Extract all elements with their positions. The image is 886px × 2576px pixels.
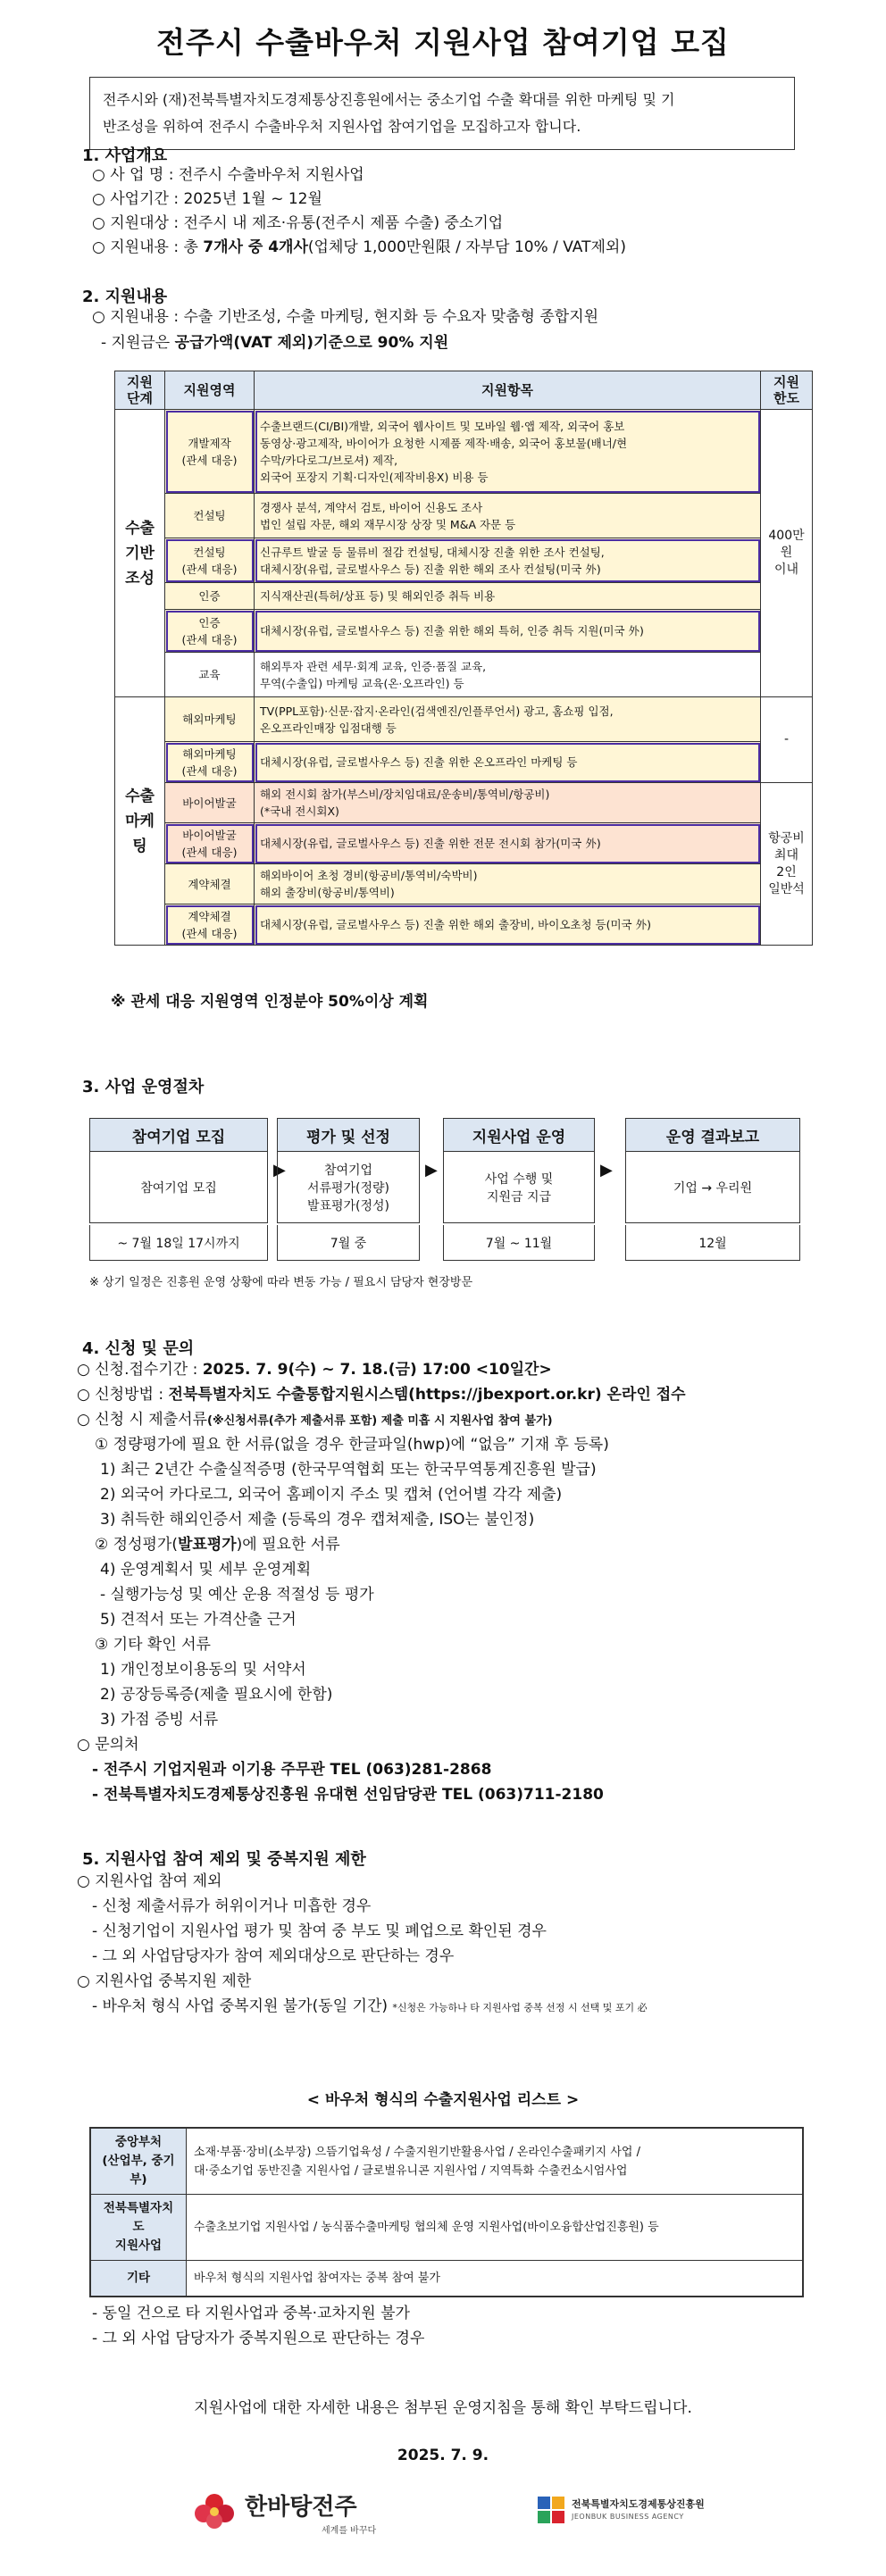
section-5-heading: 5. 지원사업 참여 제외 및 중복지원 제한	[82, 1850, 366, 1869]
support-table	[114, 371, 813, 946]
apply-text: ○ 신청.접수기간 :	[77, 1361, 203, 1379]
apply-line: ○ 문의처	[77, 1736, 139, 1754]
voucher-category: 중앙부처 (산업부, 중기부)	[90, 2128, 187, 2195]
jeonju-logo-text: 한바탕전주	[245, 2494, 357, 2521]
process-step	[277, 1118, 420, 1223]
area-cell: 해외마케팅 (관세 대응)	[165, 742, 255, 783]
voucher-programs: 바우처 형식의 지원사업 참여자는 중복 참여 불가	[187, 2261, 804, 2297]
apply-line: - 실행가능성 및 예산 운용 적절성 등 평가	[100, 1586, 374, 1604]
apply-line: 1) 최근 2년간 수출실적증명 (한국무역협회 또는 한국무역통계진흥원 발급)	[100, 1461, 597, 1479]
agency-logo-text: 전북특별자치도경제통상진흥원	[572, 2498, 705, 2510]
jeonju-logo	[188, 2478, 393, 2549]
exclusion-line: - 그 외 사업담당자가 참여 제외대상으로 판단하는 경우	[92, 1947, 455, 1965]
area-cell: 인증 (관세 대응)	[165, 610, 255, 653]
area-cell: 계약체결 (관세 대응)	[165, 905, 255, 946]
process-step-date: 12월	[625, 1225, 800, 1261]
apply-line: 3) 가점 증빙 서류	[100, 1711, 219, 1729]
contact-line: - 전북특별자치도경제통상진흥원 유대현 선임담당관 TEL (063)711-2180	[92, 1786, 604, 1804]
item-cell: 해외 전시회 참가(부스비/장치임대료/운송비/통역비/항공비) (*국내 전시회X)	[255, 783, 761, 823]
limit-cell: 400만원 이내	[761, 410, 813, 697]
limit-cell: -	[761, 697, 813, 783]
apply-line: 5) 견적서 또는 가격산출 근거	[100, 1611, 297, 1629]
exclusion-line: ○ 지원사업 중복지원 제한	[77, 1972, 252, 1990]
apply-line	[77, 1409, 553, 1432]
section-1-heading: 1. 사업개요	[82, 146, 168, 165]
apply-line: ③ 기타 확인 서류	[95, 1636, 211, 1654]
overview-line	[92, 237, 626, 258]
item-cell: 수출브랜드(CI/BI)개발, 외국어 웹사이트 및 모바일 웹·앱 제작, 외국어 홍보 동영상·광고제작, 바이어가 요청한 시제품 제작·배송, 외국어 홍보물(배너/현 수막/카다로그/브로셔) 제작, 외국어 포장지 기획·디자인(제작비용X) 비용 등	[255, 410, 761, 494]
process-step-body: 참여기업 모집	[140, 1180, 217, 1196]
process-step-body: 기업 → 우리원	[673, 1180, 753, 1196]
closing-text: 지원사업에 대한 자세한 내용은 첨부된 운영지침을 통해 확인 부탁드립니다.	[194, 2399, 692, 2417]
area-cell: 인증	[165, 583, 255, 610]
apply-line: 2) 공장등록증(제출 필요시에 한함)	[100, 1686, 333, 1704]
exclusion-line: - 그 외 사업 담당자가 중복지원으로 판단하는 경우	[92, 2330, 425, 2347]
apply-line: 4) 운영계획서 및 세부 운영계획	[100, 1561, 312, 1579]
process-step	[625, 1118, 800, 1223]
flower-icon	[188, 2485, 241, 2538]
stage-cell: 수출 마케팅	[115, 697, 165, 946]
item-cell: 대체시장(유럽, 글로벌사우스 등) 진출 위한 전문 전시회 참가(미국 外)	[255, 823, 761, 864]
apply-emphasis: 발표평가	[177, 1536, 237, 1554]
item-cell: 지식재산권(특허/상표 등) 및 해외인증 취득 비용	[255, 583, 761, 610]
apply-line	[77, 1359, 552, 1380]
limit-cell: 항공비 최대 2인 일반석	[761, 783, 813, 946]
process-step-title: 지원사업 운영	[444, 1119, 594, 1152]
item-cell: 신규루트 발굴 등 물류비 절감 컨설팅, 대체시장 진출 위한 조사 컨설팅, 대체시장(유럽, 글로벌사우스 등) 진출 위한 해외 조사 컨설팅(미국 外)	[255, 538, 761, 583]
overview-text: ○ 지원내용 : 총	[92, 238, 204, 256]
apply-emphasis: 2025. 7. 9(수) ~ 7. 18.(금) 17:00 <10일간>	[202, 1361, 552, 1379]
area-cell: 개발제작 (관세 대응)	[165, 410, 255, 494]
intro-box	[89, 77, 795, 150]
apply-text: ○ 신청 시 제출서류	[77, 1411, 207, 1429]
apply-text: )에 필요한 서류	[236, 1536, 340, 1554]
table-note: ※ 관세 대응 지원영역 인정분야 50%이상 계획	[111, 993, 429, 1011]
overview-line: ○ 사 업 명 : 전주시 수출바우처 지원사업	[92, 166, 364, 184]
process-step-date: 7월 중	[277, 1225, 420, 1261]
section-3-heading: 3. 사업 운영절차	[82, 1078, 205, 1096]
overview-line: ○ 지원대상 : 전주시 내 제조·유통(전주시 제품 수출) 중소기업	[92, 214, 504, 232]
overview-emphasis: 7개사 중 4개사	[203, 238, 308, 256]
item-cell: TV(PPL포함)·신문·잡지·온라인(검색엔진/인플루언서) 광고, 홈쇼핑 입점, 온오프라인매장 입점대행 등	[255, 697, 761, 742]
arrow-icon: ▶	[600, 1161, 613, 1180]
process-step-title: 참여기업 모집	[90, 1119, 267, 1152]
schedule-note: ※ 상기 일정은 진흥원 운영 상황에 따라 변동 가능 / 필요시 담당자 현장방문	[89, 1276, 473, 1289]
agency-logo	[536, 2491, 768, 2536]
apply-line: 3) 취득한 해외인증서 제출 (등록의 경우 캡쳐제출, ISO는 불인정)	[100, 1511, 535, 1529]
item-cell: 경쟁사 분석, 계약서 검토, 바이어 신용도 조사 법인 설립 자문, 해외 재무시장 상장 및 M&A 자문 등	[255, 494, 761, 538]
area-cell: 바이어발굴 (관세 대응)	[165, 823, 255, 864]
overview-line: ○ 사업기간 : 2025년 1월 ~ 12월	[92, 190, 322, 208]
voucher-category: 전북특별자치도 지원사업	[90, 2195, 187, 2261]
apply-line: 2) 외국어 카다로그, 외국어 홈페이지 주소 및 캡쳐 (언어별 각각 제출)	[100, 1486, 563, 1504]
voucher-category: 기타	[90, 2261, 187, 2297]
apply-emphasis: 전북특별자치도 수출통합지원시스템(https://jbexport.or.kr) 온라인 접수	[168, 1386, 686, 1404]
table-header: 지원 단계	[115, 371, 165, 410]
jeonju-logo-sub: 세계를 바꾸다	[322, 2526, 377, 2536]
exclusion-line: ○ 지원사업 참여 제외	[77, 1872, 222, 1890]
agency-mark-icon	[536, 2495, 566, 2525]
exclusion-line: - 신청기업이 지원사업 평가 및 참여 중 부도 및 폐업으로 확인된 경우	[92, 1922, 547, 1940]
intro-line: 반조성을 위하여 전주시 수출바우처 지원사업 참여기업을 모집하고자 합니다.	[103, 118, 581, 135]
process-step-title: 운영 결과보고	[626, 1119, 799, 1152]
process-step-title: 평가 및 선정	[278, 1119, 419, 1152]
contact-line: - 전주시 기업지원과 이기용 주무관 TEL (063)281-2868	[92, 1761, 492, 1779]
apply-text: ○ 신청방법 :	[77, 1386, 169, 1404]
support-emphasis: 공급가액(VAT 제외)기준으로 90% 지원	[174, 334, 449, 352]
process-step-body: 사업 수행 및 지원금 지급	[484, 1171, 554, 1205]
voucher-programs: 수출초보기업 지원사업 / 농식품수출마케팅 협의체 운영 지원사업(바이오융합산업진흥원) 등	[187, 2195, 804, 2261]
process-step-date: ~ 7월 18일 17시까지	[89, 1225, 268, 1261]
voucher-list-title: < 바우처 형식의 수출지원사업 리스트 >	[306, 2091, 580, 2109]
process-step-date: 7월 ~ 11월	[443, 1225, 595, 1261]
arrow-icon: ▶	[425, 1161, 438, 1180]
exclusion-note: *신청은 가능하나 타 지원사업 중복 선정 시 선택 및 포기 必	[392, 2002, 648, 2013]
process-step	[443, 1118, 595, 1223]
apply-line	[95, 1534, 340, 1555]
arrow-icon: ▶	[273, 1161, 286, 1180]
agency-logo-sub: JEONBUK BUSINESS AGENCY	[572, 2513, 684, 2521]
area-cell: 바이어발굴	[165, 783, 255, 823]
support-text: - 지원금은	[101, 334, 175, 352]
exclusion-line: - 신청 제출서류가 허위이거나 미흡한 경우	[92, 1897, 372, 1915]
exclusion-text: - 바우처 형식 사업 중복지원 불가(동일 기간)	[92, 1997, 388, 2015]
process-step	[89, 1118, 268, 1223]
voucher-list-table	[89, 2127, 804, 2297]
item-cell: 대체시장(유럽, 글로벌사우스 등) 진출 위한 해외 특허, 인증 취득 지원(미국 外)	[255, 610, 761, 653]
table-header: 지원 한도	[761, 371, 813, 410]
apply-line	[77, 1384, 686, 1405]
stage-cell: 수출 기반 조성	[115, 410, 165, 697]
area-cell: 교육	[165, 653, 255, 697]
table-header: 지원항목	[255, 371, 761, 410]
apply-emphasis: (※신청서류(추가 제출서류 포함) 제출 미흡 시 지원사업 참여 불가)	[207, 1414, 553, 1428]
voucher-programs: 소재·부품·장비(소부장) 으뜸기업육성 / 수출지원기반활용사업 / 온라인수출패키지 사업 / 대·중소기업 동반진출 지원사업 / 글로벌유니콘 지원사업 / 지역특화 수출컨소시엄사업	[187, 2128, 804, 2195]
area-cell: 컨설팅 (관세 대응)	[165, 538, 255, 583]
exclusion-line: - 동일 건으로 타 지원사업과 중복·교차지원 불가	[92, 2305, 410, 2322]
exclusion-line	[92, 1996, 648, 2019]
section-4-heading: 4. 신청 및 문의	[82, 1339, 195, 1358]
apply-line: 1) 개인정보이용동의 및 서약서	[100, 1661, 306, 1679]
intro-line: 전주시와 (재)전북특별자치도경제통상진흥원에서는 중소기업 수출 확대를 위한 마케팅 및 기	[103, 91, 675, 108]
apply-text: ② 정성평가(	[95, 1536, 178, 1554]
area-cell: 컨설팅	[165, 494, 255, 538]
support-line: ○ 지원내용 : 수출 기반조성, 수출 마케팅, 현지화 등 수요자 맞춤형 종합지원	[92, 308, 599, 326]
section-2-heading: 2. 지원내용	[82, 288, 168, 306]
item-cell: 대체시장(유럽, 글로벌사우스 등) 진출 위한 온오프라인 마케팅 등	[255, 742, 761, 783]
item-cell: 해외투자 관련 세무·회계 교육, 인증·품질 교육, 무역(수출입) 마케팅 교육(온·오프라인) 등	[255, 653, 761, 697]
overview-text: (업체당 1,000만원限 / 자부담 10% / VAT제외)	[307, 238, 626, 256]
area-cell: 해외마케팅	[165, 697, 255, 742]
date-text: 2025. 7. 9.	[397, 2447, 489, 2464]
item-cell: 해외바이어 초청 경비(항공비/통역비/숙박비) 해외 출장비(항공비/통역비)	[255, 864, 761, 905]
page-title: 전주시 수출바우처 지원사업 참여기업 모집	[156, 25, 730, 60]
area-cell: 계약체결	[165, 864, 255, 905]
item-cell: 대체시장(유럽, 글로벌사우스 등) 진출 위한 해외 출장비, 바이오초청 등(미국 外)	[255, 905, 761, 946]
process-step-body: 참여기업 서류평가(정량) 발표평가(정성)	[306, 1163, 390, 1213]
apply-line: ① 정량평가에 필요 한 서류(없을 경우 한글파일(hwp)에 “없음” 기재 후 등록)	[95, 1436, 609, 1454]
table-header: 지원영역	[165, 371, 255, 410]
support-line	[101, 332, 448, 354]
